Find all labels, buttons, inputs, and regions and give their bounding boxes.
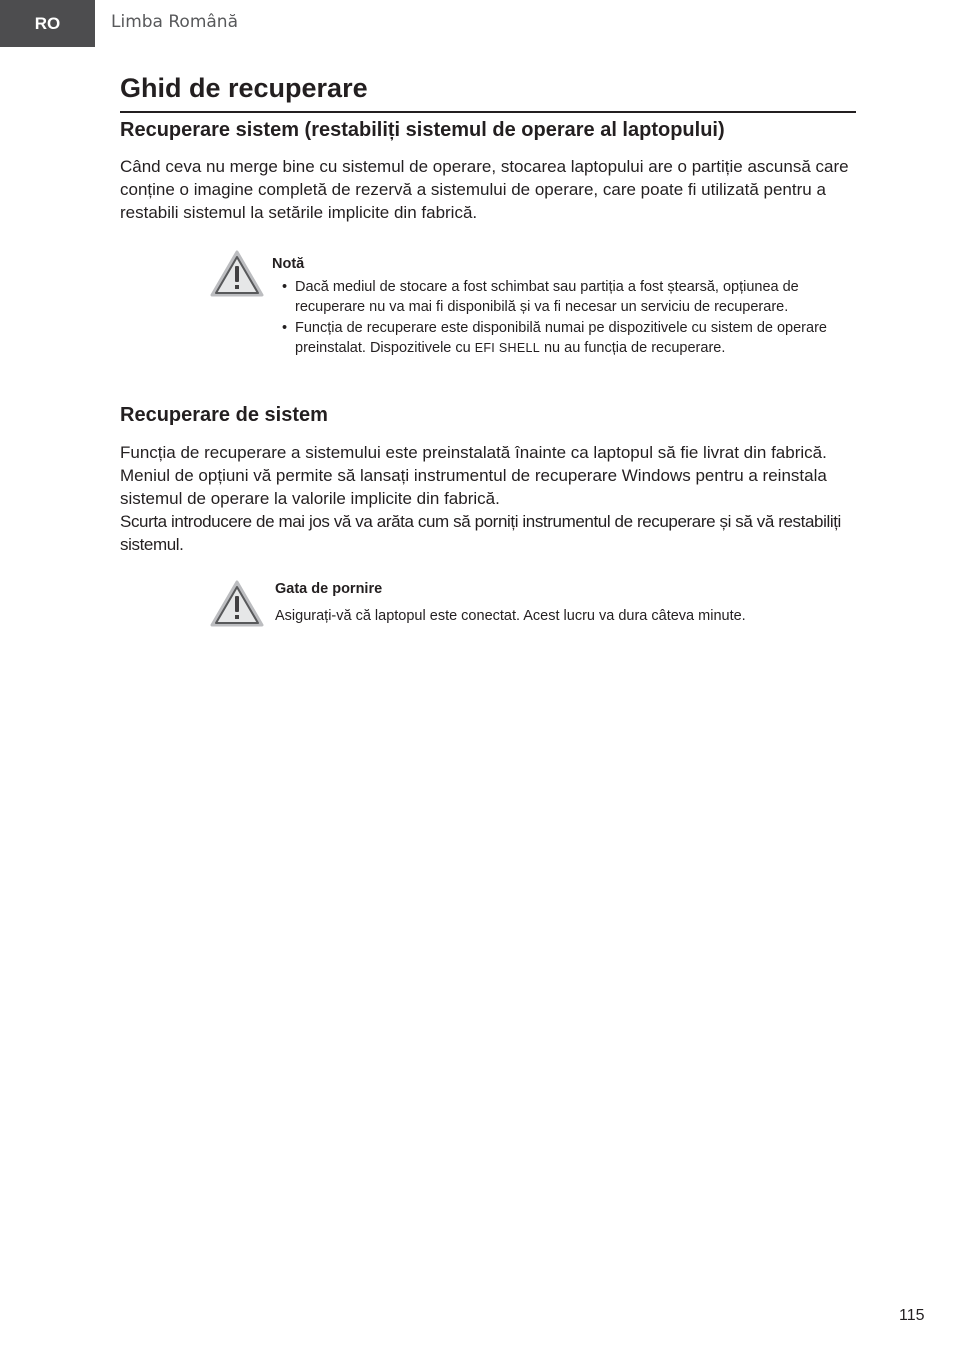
warning-triangle-icon <box>210 250 264 298</box>
bullet: • <box>282 279 288 295</box>
page-number: 115 <box>899 1307 925 1324</box>
tip-text: Asigurați-vă că laptopul este conectat. Acest lucru va dura câteva minute. <box>275 608 746 624</box>
note-item <box>280 318 850 359</box>
section-heading-system-recovery-2: Recuperare de sistem <box>120 404 328 426</box>
language-code: RO <box>34 13 61 33</box>
language-badge <box>0 0 95 47</box>
note-item-text: Dacă mediul de stocare a fost schimbat sau partiția a fost ștearsă, opțiunea de recuperare nu va mai fi disponibilă și va fi necesar un serviciu de recuperare. <box>295 279 799 316</box>
title-divider <box>120 111 856 113</box>
note-item-text-end: nu au funcția de recuperare. <box>539 339 726 356</box>
tip-heading: Gata de pornire <box>275 581 383 597</box>
bullet: • <box>282 319 288 336</box>
note-item <box>280 277 850 318</box>
section-paragraph-intro: Când ceva nu merge bine cu sistemul de operare, stocarea laptopului are o partiție ascunsă care conține o imagine completă de rezervă a sistemului de operare, care poate fi utilizată pentru a restabili sistemul la setările implicite din fabrică. <box>120 157 849 222</box>
page-title: Ghid de recuperare <box>120 73 368 103</box>
warning-triangle-icon <box>210 580 264 628</box>
efi-shell-term: EFI SHELL <box>474 340 540 355</box>
section-heading-system-recovery: Recuperare sistem (restabiliți sistemul de operare al laptopului) <box>120 119 725 141</box>
note-list <box>280 277 850 358</box>
note-item-text-start: Funcția de recuperare este disponibilă numai pe dispozitivele cu sistem de operare preinstalat. Dispozitivele cu <box>295 319 827 356</box>
note-heading: Notă <box>272 256 305 272</box>
language-name: Limba Română <box>111 12 238 32</box>
section-paragraph-guide: Scurta introducere de mai jos vă va arăta cum să porniți instrumentul de recuperare și să vă restabiliți sistemul. <box>120 512 841 554</box>
section-paragraph-preinstalled: Funcția de recuperare a sistemului este preinstalată înainte ca laptopul să fie livrat din fabrică. Meniul de opțiuni vă permite să lansați instrumentul de recuperare Windows pentru a reinstala sistemul de operare la valorile implicite din fabrică. <box>120 443 827 508</box>
